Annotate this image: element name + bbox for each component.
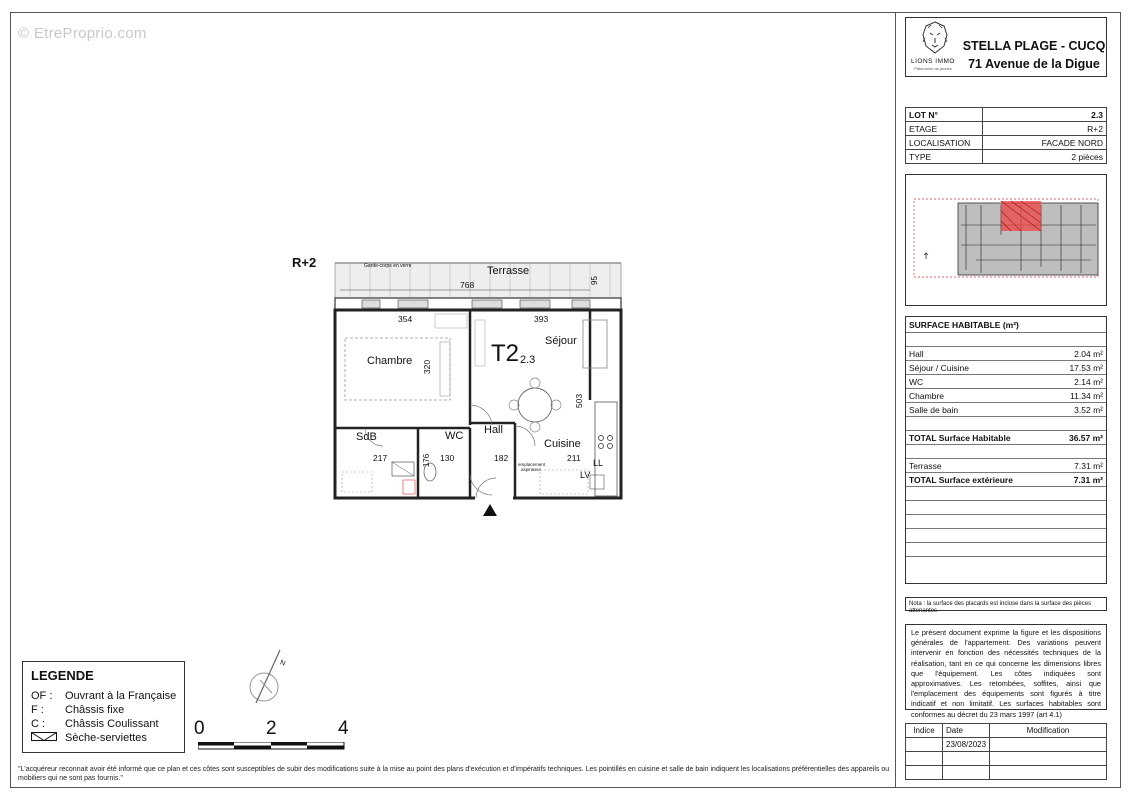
total-habitable-row (906, 431, 1106, 445)
surface-label: Chambre (909, 390, 944, 401)
total-habitable-value: 36.57 m² (1068, 432, 1103, 443)
terrasse-label: Terrasse (487, 265, 530, 277)
building-key-plan-icon (906, 175, 1106, 305)
logo-text: LIONS IMMO (910, 58, 955, 65)
dim-354: 354 (398, 314, 413, 324)
room-sejour: Séjour (545, 335, 577, 347)
dim-176: 176 (422, 453, 432, 468)
scale-label-4: 4 (338, 718, 349, 739)
surface-value: 11.34 m² (1070, 390, 1103, 401)
label-ll: LL (593, 458, 604, 468)
localisation-label: LOCALISATION (906, 136, 983, 150)
garde-corps-label: Garde-corps en verre (364, 263, 412, 269)
surface-row (906, 389, 1106, 403)
total-exterieure-value: 7.31 m² (1073, 474, 1103, 485)
surfaces-blank-row (906, 487, 1106, 501)
key-plan (905, 174, 1107, 306)
surface-row (906, 361, 1106, 375)
surface-value: 3.52 m² (1074, 404, 1103, 415)
dim-393: 393 (534, 314, 549, 324)
surfaces-blank-row (906, 543, 1106, 557)
legend-title: LEGENDE (31, 668, 94, 683)
scale-bar (192, 718, 357, 754)
dim-503: 503 (574, 393, 585, 409)
surfaces-blank-row (906, 515, 1106, 529)
surface-row (906, 403, 1106, 417)
surface-value: 2.04 m² (1074, 348, 1103, 359)
localisation-value: FACADE NORD (983, 136, 1107, 150)
legend-text: Sèche-serviettes (65, 732, 147, 744)
dim-320: 320 (422, 359, 433, 375)
surfaces-header-label: SURFACE HABITABLE (m²) (909, 319, 1019, 330)
surface-label: Salle de bain (909, 404, 959, 415)
total-exterieure-label: TOTAL Surface extérieure (909, 474, 1013, 485)
dim-217: 217 (373, 453, 388, 463)
dim-182: 182 (494, 453, 509, 463)
etage-row (906, 122, 1107, 136)
lot-label: LOT N° (906, 108, 983, 122)
total-exterieure-row (906, 473, 1106, 487)
etage-label: ETAGE (906, 122, 983, 136)
header-box (905, 17, 1107, 77)
legend-key: OF : (31, 690, 53, 702)
legend-text: Châssis Coulissant (65, 718, 159, 730)
revision-date: 23/08/2023 (943, 738, 990, 752)
project-address: 71 Avenue de la Digue (968, 57, 1100, 71)
legend-key: F : (31, 704, 44, 716)
legend-box (22, 661, 185, 753)
emplacement-aspirateur-label: emplacement aspirateur (518, 462, 546, 472)
label-lv: LV (580, 470, 591, 480)
legend-item (31, 717, 184, 731)
lot-info-table (905, 107, 1107, 164)
surfaces-blank-row (906, 529, 1106, 543)
legend-item (31, 731, 184, 745)
lot-value: 2.3 (983, 108, 1107, 122)
localisation-row (906, 136, 1107, 150)
nota-box: Nota : la surface des placards est incluse dans la surface des pièces attenantes (905, 597, 1107, 611)
etage-value: R+2 (983, 122, 1107, 136)
surfaces-table (905, 316, 1107, 584)
indice-header: Indice (906, 724, 943, 738)
north-label: N (278, 659, 287, 668)
revision-row (906, 738, 1107, 752)
room-hall: Hall (484, 424, 503, 436)
terrasse-label: Terrasse (909, 460, 942, 471)
terrasse-value: 7.31 m² (1074, 460, 1103, 471)
floor-plan (290, 250, 630, 520)
type-label: TYPE (906, 150, 983, 164)
legend-item (31, 689, 184, 703)
surfaces-blank-row (906, 445, 1106, 459)
scale-label-2: 2 (266, 718, 277, 739)
surfaces-blank-row (906, 417, 1106, 431)
surfaces-blank-row (906, 333, 1106, 347)
north-arrow-icon (246, 645, 294, 709)
surface-row (906, 375, 1106, 389)
disclaimer-box: Le présent document exprime la figure et les dispositions générales de l'appartement. Des variations peuvent intervenir en fonction des nécessités techniques de la réalisation, tant en ce qui concerne les dimensions libres que l'équipement. Les côtes indiquées sont approximatives. Les retombées, soffites, ainsi que l'emplacement des équipements sont figurés à titre indicatif et non limitatif. Les surfaces habitables sont conformes au décret du 23 mars 1997 (art 4.1) (905, 624, 1107, 710)
dim-211: 211 (567, 453, 581, 463)
logo-subtext: Patrimoine de jeunes (914, 66, 952, 71)
lot-row (906, 108, 1107, 122)
surface-row (906, 347, 1106, 361)
dim-768: 768 (460, 280, 475, 290)
type-value: 2 pièces (983, 150, 1107, 164)
room-sdb: SdB (356, 431, 377, 443)
project-title: STELLA PLAGE - CUCQ (962, 39, 1106, 53)
room-wc: WC (445, 430, 464, 442)
lion-logo-icon (920, 20, 950, 56)
lot-number-label: 2.3 (520, 354, 536, 366)
terrasse-row (906, 459, 1106, 473)
dim-95: 95 (589, 276, 599, 285)
legend-text: Châssis fixe (65, 704, 125, 716)
date-header: Date (943, 724, 990, 738)
frame-divider (895, 12, 896, 788)
revisions-header-row (906, 724, 1107, 738)
legend-text: Ouvrant à la Française (65, 690, 177, 702)
total-habitable-label: TOTAL Surface Habitable (909, 432, 1011, 443)
floor-plan-drawing (290, 250, 630, 520)
legend-key: C : (31, 718, 46, 730)
modification-header: Modification (990, 724, 1107, 738)
surface-label: Hall (909, 348, 924, 359)
surfaces-header (906, 317, 1106, 333)
surfaces-blank-row (906, 501, 1106, 515)
room-chambre: Chambre (367, 355, 413, 367)
revision-indice (906, 738, 943, 752)
revision-modif (990, 738, 1107, 752)
seche-serviettes-icon (31, 731, 65, 745)
level-label: R+2 (292, 255, 317, 270)
scale-label-0: 0 (194, 718, 205, 739)
room-cuisine: Cuisine (544, 438, 581, 450)
revision-row-empty (906, 766, 1107, 780)
legend-item (31, 703, 184, 717)
surface-value: 17.53 m² (1069, 362, 1103, 373)
dim-130: 130 (440, 453, 455, 463)
revisions-table (905, 723, 1107, 780)
type-row (906, 150, 1107, 164)
surface-value: 2.14 m² (1074, 376, 1103, 387)
scale-ruler-icon (198, 742, 348, 750)
revision-row-empty (906, 752, 1107, 766)
surface-label: WC (909, 376, 924, 387)
surface-label: Séjour / Cuisine (909, 362, 970, 373)
watermark: © EtreProprio.com (18, 25, 147, 42)
lot-type-label: T2 (491, 340, 520, 367)
footer-disclaimer: "L'acquéreur reconnait avoir été informé que ce plan et ces côtes sont susceptibles de subir des modifications suite à la mise au point des plans d'exécution et d'impératifs techniques. Les pointillés en cuisine et salle de bain indiquent les localisations préférentielles des appareils ou mobiliers qui ne sont pas fournis." (18, 766, 890, 782)
